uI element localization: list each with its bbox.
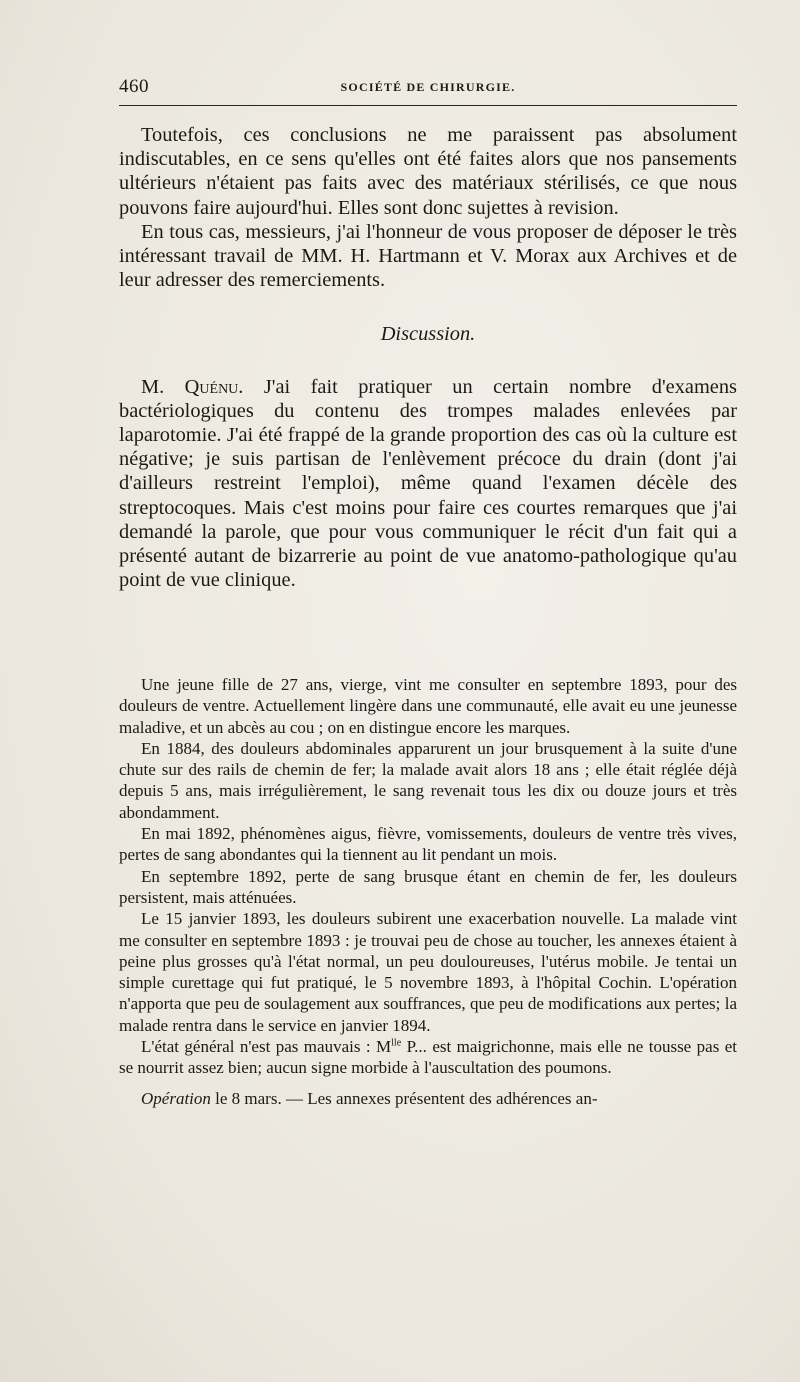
case-paragraph: Le 15 janvier 1893, les douleurs subirent une exacerbation nouvelle. La malade vint me consulter en septembre 1893 : je trouvai peu de chose au toucher, les annexes étaient à peine plus grosses qu'à l'état normal, un peu douloureuses, l'utérus mobile. Je tentai un simple curettage qui fut pratiqué, le 5 novembre 1893, à l'hôpital Cochin. L'opération n'apporta que peu de soulagement aux souffrances, que peu de modifications aux pertes; la malade rentra dans le service en janvier 1894. [119, 909, 737, 1035]
discussion-text: J'ai fait pratiquer un certain nombre d'examens bactériologiques du contenu des trompes malades enlevées par laparotomie. J'ai été frappé de la grande proportion des cas où la culture est négative; je suis partisan de l'enlèvement précoce du drain (dont j'ai d'ailleurs restreint l'emploi), même quand l'examen décèle des streptocoques. Mais c'est moins pour faire ces courtes remarques que j'ai demandé la parole, que pour vous communiquer le récit d'un fait qui a présenté autant de bizarrerie au point de vue anatomo-pathologique qu'au point de vue clinique. [119, 375, 737, 592]
case-paragraph: En mai 1892, phénomènes aigus, fièvre, vomissements, douleurs de ventre très vives, pertes de sang abondantes qui la tiennent au lit pendant un mois. [119, 824, 737, 865]
operation-paragraph [119, 1088, 737, 1109]
paragraph: Toutefois, ces conclusions ne me paraissent pas absolument indiscutables, en ce sens qu'elles ont été faites alors que nos pansements ultérieurs n'étaient pas faits avec des matériaux stérilisés, ce que nous pouvons faire aujourd'hui. Elles sont donc sujettes à revision. [119, 124, 737, 219]
speaker-name: M. Quénu. [141, 375, 244, 398]
section-heading: Discussion. [380, 323, 476, 346]
running-title: SOCIÉTÉ DE CHIRURGIE. [340, 80, 516, 94]
main-text [119, 123, 737, 592]
page-header [119, 76, 737, 98]
header-rule [119, 105, 737, 106]
case-paragraph [119, 1036, 737, 1079]
case-paragraph: En 1884, des douleurs abdominales apparurent un jour brusquement à la suite d'une chute sur des rails de chemin de fer; la malade avait alors 18 ans ; elle était réglée déjà depuis 5 ans, mais irrégulièrement, le sang revenait tous les dix ou douze jours et très abondamment. [119, 738, 737, 822]
discussion-paragraph [119, 375, 737, 593]
case-paragraph: Une jeune fille de 27 ans, vierge, vint me consulter en septembre 1893, pour des douleurs de ventre. Actuellement lingère dans une communauté, elle avait eu une jeunesse maladive, et un abcès au cou ; on en distingue encore les marques. [119, 675, 737, 737]
operation-text: le 8 mars. — Les annexes présentent des adhérences an- [210, 1088, 598, 1108]
operation-label: Opération [141, 1088, 211, 1108]
case-text: L'état général n'est pas mauvais : M [141, 1037, 392, 1057]
page-number: 460 [119, 76, 149, 97]
superscript: lle [391, 1037, 402, 1049]
case-report [119, 674, 737, 1109]
case-paragraph: En septembre 1892, perte de sang brusque étant en chemin de fer, les douleurs persistent, mais atténuées. [119, 866, 737, 907]
paragraph: En tous cas, messieurs, j'ai l'honneur de vous proposer de déposer le très intéressant travail de MM. H. Hartmann et V. Morax aux Archives et de leur adresser des remerciements. [119, 220, 737, 292]
case-text: P... est maigrichonne, mais elle ne tousse pas et se nourrit assez bien; aucun signe morbide à l'auscultation des poumons. [119, 1037, 738, 1078]
